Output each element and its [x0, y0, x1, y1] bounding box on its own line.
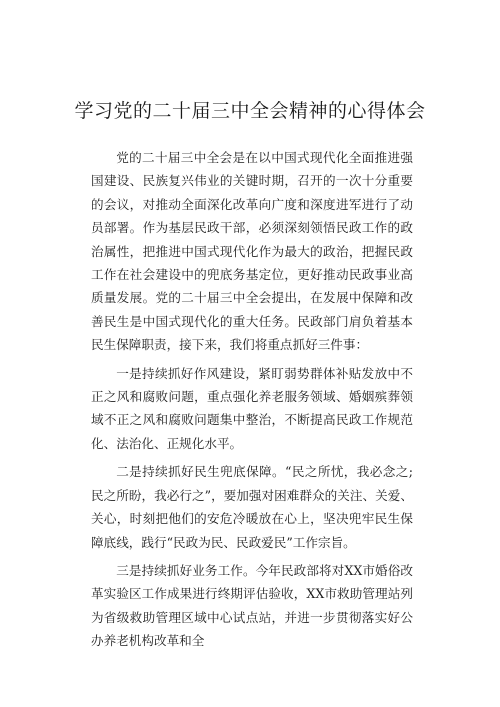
document-title: 学习党的二十届三中全会精神的心得体会: [74, 100, 426, 122]
paragraph-point-two: 二是持续抓好民生兜底保障。“民之所忧，我必念之;民之所盼，我必行之”，要加强对困难群众的关注、关爱、关心，时刻把他们的安危冷暖放在心上，坚决兜牢民生保障底线，践行“民政为民、民政爱民”工作宗旨。: [91, 464, 413, 550]
paragraph-point-one: 一是持续抓好作风建设，紧盯弱势群体补贴发放中不正之风和腐败问题，重点强化养老服务领域、婚姻殡葬领域不正之风和腐败问题集中整治，不断提高民政工作规范化、法治化、正规化水平。: [91, 365, 413, 451]
paragraph-point-three: 三是持续抓好业务工作。今年民政部将对XX市婚俗改革实验区工作成果进行终期评估验收，XX市救助管理站列为省级救助管理区域中心试点站，并进一步贯彻落实好公办养老机构改革和全: [91, 562, 413, 649]
document-body: [91, 146, 413, 658]
paragraph-intro: 党的二十届三中全会是在以中国式现代化全面推进强国建设、民族复兴伟业的关键时期，召开的一次十分重要的会议，对推动全面深化改革向广度和深度进军进行了动员部署。作为基层民政干部，必须深刻领悟民政工作的政治属性，把推进中国式现代化作为最大的政治，把握民政工作在社会建设中的兜底务基定位，更好推动民政事业高质量发展。党的二十届三中全会提出，在发展中保障和改善民生是中国式现代化的重大任务。民政部门肩负着基本民生保障职责，接下来，我们将重点抓好三件事：: [91, 150, 413, 353]
